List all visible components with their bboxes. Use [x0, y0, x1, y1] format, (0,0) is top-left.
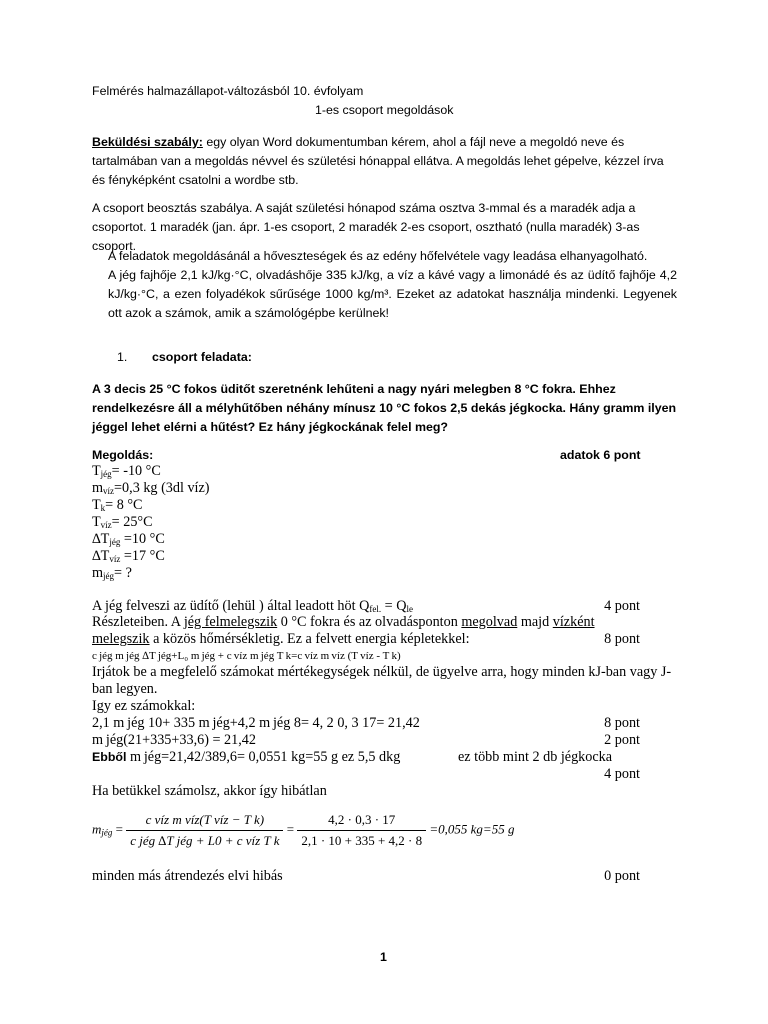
page-number: 1	[380, 950, 387, 964]
formula-result: =0,055 kg=55 g	[429, 821, 515, 837]
steps-line: Részleteiben. A jég felmelegszik 0 °C fokra és az olvadásponton megolvad majd vízként	[92, 614, 595, 630]
given-item: $\Delta T_{jég} =10$ °C	[92, 531, 165, 547]
equation-1-points: 8 pont	[604, 715, 640, 731]
wrong-note: minden más átrendezés elvi hibás	[92, 868, 283, 884]
result-points: 4 pont	[604, 766, 640, 782]
given-item: $T_k= 8$ °C	[92, 497, 143, 513]
fraction-numeric: $\frac{4,2 \cdot 0,3 \cdot 17}{2,1 \cdot 10 + 335 + 4,2 \cdot 8}$	[297, 812, 426, 849]
equation-2: m jég(21+335+33,6) = 21,42	[92, 732, 256, 748]
given-item: $T_{víz}= 25^\circ C$	[92, 514, 153, 530]
constants-paragraph: A jég fajhője 2,1 kJ/kg·°C, olvadáshője 335 kJ/kg, a víz a kávé vagy a limonádé és az üdítő fajhője 4,2 kJ/kg·°C, a ezen folyadékok sűrűsége 1000 kg/m³. Ezeket az adatokat használja mindenki. Legyenek ott azok a számok, amik a számológépbe kerülnek!	[108, 268, 677, 320]
absorbs-points: 4 pont	[604, 598, 640, 614]
rules-label: Beküldési szabály:	[92, 135, 203, 149]
rules-text: egy olyan Word dokumentumban kérem, ahol a fájl neve a megoldó neve és tartalmában van a megoldás névvel és születési hónappal ellátva. A megoldás lehet gépelve, kézzel írva és fényképként csatolni a wordbe stb.	[92, 135, 664, 187]
equation-2-points: 2 pont	[604, 732, 640, 748]
title-line-2: 1-es csoport megoldások	[315, 103, 454, 117]
title-line-1: Felmérés halmazállapot-változásból 10. évfolyam	[92, 84, 364, 98]
given-item: $\Delta T_{víz} =17$ °C	[92, 548, 165, 564]
result-line: Ebből m jég=21,42/389,6= 0,0551 kg=55 g ez 5,5 dkg	[92, 749, 401, 765]
wrong-points: 0 pont	[604, 868, 640, 884]
task-number: 1.	[117, 350, 128, 364]
steps-points: 8 pont	[604, 631, 640, 647]
given-item: $T_{jég}= -10$ °C	[92, 463, 161, 479]
steps-line-2: melegszik a közös hőmérsékletig. Ez a felvett energia képletekkel:	[92, 631, 470, 647]
givens-list	[92, 463, 210, 582]
symbolic-formula: $m_{jég}$ = $\frac{\text{c víz m víz(T víz − T k)}}{\text{c jég ∆T jég + L0 + c víz T k}}$ = $\frac{4,2 \cdot 0,3 \cdot 17}{2,1 \cdot 10 + 335 + 4,2 \cdot 8}$ =0,055 kg=55 g	[92, 812, 515, 848]
task-text: A 3 decis 25 °C fokos üditőt szeretnénk lehűteni a nagy nyári melegben 8 °C fokra. Ehhez rendelkezésre áll a mélyhűtőben néhány mínusz 10 °C fokos 2,5 dekás jégkocka. Hány gramm ilyen jéggel lehet elérni a hűtést? Ez hány jégkockának felel meg?	[92, 382, 677, 434]
given-item: $m_{jég}=$ ?	[92, 565, 132, 581]
result-note: ez több mint 2 db jégkocka	[458, 749, 613, 765]
grouping-paragraph: A csoport beosztás szabálya. A saját születési hónapod száma osztva 3-mmal és a maradék adja a csoportot. 1 maradék (jan. ápr. 1-es csoport, 2 maradék 2-es csoport, osztható (nulla maradék) 3-as csoport.	[92, 201, 640, 253]
numbers-label: Igy ez számokkal:	[92, 698, 196, 714]
solution-label: Megoldás:	[92, 448, 154, 462]
heat-loss-paragraph: A feladatok megoldásánál a hőveszteségek és az edény hőfelvétele vagy leadása elhanyagolható.	[108, 249, 648, 263]
letters-note: Ha betükkel számolsz, akkor így hibátlan	[92, 783, 327, 799]
task-heading: csoport feladata:	[152, 350, 252, 364]
absorbs-line: A jég felveszi az üdítő (lehül ) által leadott höt $Q_{fel.} = Q_{le}$	[92, 598, 413, 614]
given-item: $m_{víz}=0,3$ kg (3dl víz)	[92, 480, 210, 496]
equation-1: 2,1 m jég 10+ 335 m jég+4,2 m jég 8= 4, 2 0, 3 17= 21,42	[92, 715, 420, 731]
fraction-symbolic: $\frac{\text{c víz m víz(T víz − T k)}}{\text{c jég ∆T jég + L0 + c víz T k}}$	[126, 812, 283, 849]
data-points: adatok 6 pont	[560, 448, 641, 462]
formula-line: c jég m jég ∆T jég+L₀ m jég + c víz m jég T k=c víz m víz (T víz - T k)	[92, 650, 401, 662]
write-in-text: Irjátok be a megfelelő számokat mértékegységek nélkül, de ügyelve arra, hogy minden kJ-ban vagy J-ban legyen.	[92, 664, 672, 697]
rules-paragraph	[92, 133, 677, 190]
